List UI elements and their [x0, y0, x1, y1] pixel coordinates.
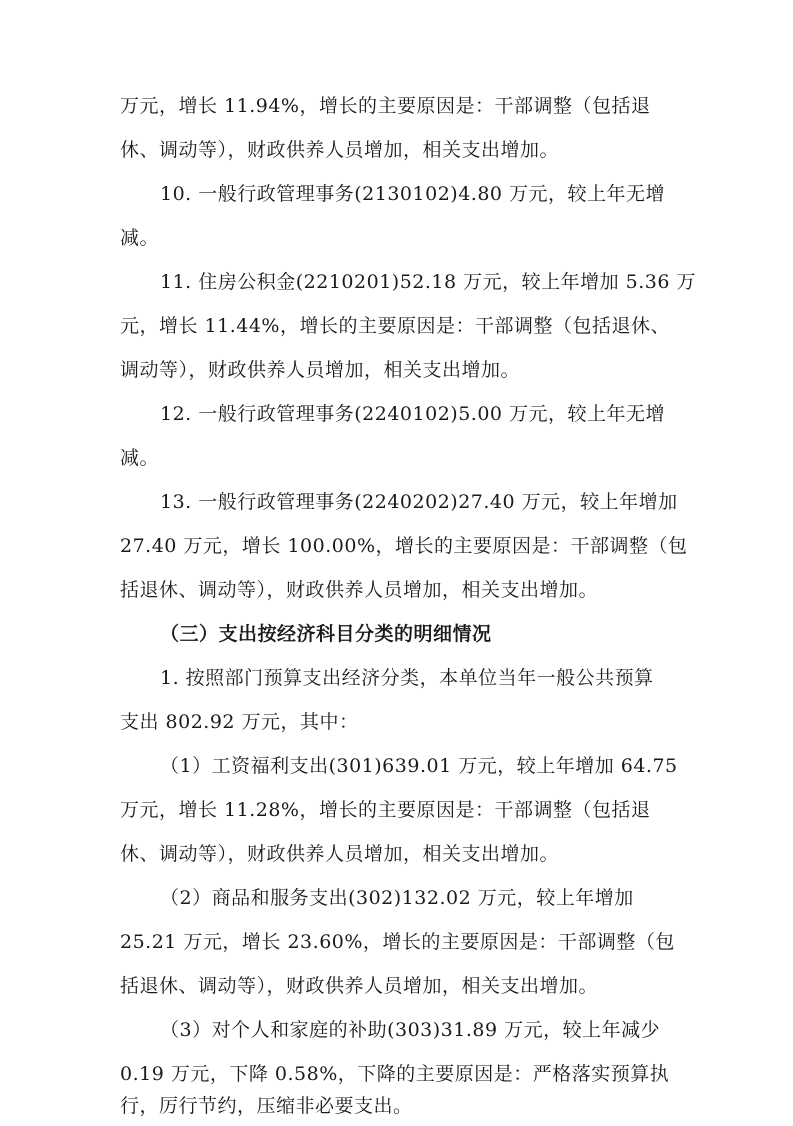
- text-line-5: 11. 住房公积金(2210201)52.18 万元，较上年增加 5.36 万: [160, 271, 697, 293]
- text-line-12: 括退休、调动等），财政供养人员增加，相关支出增加。: [120, 579, 599, 601]
- text-line-19: （2）商品和服务支出(302)132.02 万元，较上年增加: [160, 887, 634, 909]
- text-line-22: （3）对个人和家庭的补助(303)31.89 万元，较上年减少: [160, 1019, 661, 1041]
- text-line-16: （1）工资福利支出(301)639.01 万元，较上年增加 64.75: [160, 755, 678, 777]
- text-line-24: 行，厉行节约，压缩非必要支出。: [120, 1095, 413, 1117]
- text-line-20: 25.21 万元，增长 23.60%，增长的主要原因是：干部调整（包: [120, 931, 675, 953]
- text-line-1: 万元，增长 11.94%，增长的主要原因是：干部调整（包括退: [120, 95, 651, 117]
- text-line-14: 1. 按照部门预算支出经济分类，本单位当年一般公共预算: [160, 667, 654, 689]
- text-line-18: 休、调动等），财政供养人员增加，相关支出增加。: [120, 843, 560, 865]
- text-line-17: 万元，增长 11.28%，增长的主要原因是：干部调整（包括退: [120, 799, 651, 821]
- text-line-8: 12. 一般行政管理事务(2240102)5.00 万元，较上年无增: [160, 403, 666, 425]
- text-line-4: 减。: [120, 227, 160, 249]
- text-line-9: 减。: [120, 447, 160, 469]
- text-line-7: 调动等），财政供养人员增加，相关支出增加。: [120, 359, 521, 381]
- text-line-15: 支出 802.92 万元，其中：: [120, 711, 359, 733]
- text-line-2: 休、调动等），财政供养人员增加，相关支出增加。: [120, 139, 560, 161]
- text-line-6: 元，增长 11.44%，增长的主要原因是：干部调整（包括退休、: [120, 315, 670, 337]
- text-line-10: 13. 一般行政管理事务(2240202)27.40 万元，较上年增加: [160, 491, 678, 513]
- text-line-23: 0.19 万元，下降 0.58%，下降的主要原因是：严格落实预算执: [120, 1063, 670, 1085]
- text-line-21: 括退休、调动等），财政供养人员增加，相关支出增加。: [120, 975, 599, 997]
- text-line-11: 27.40 万元，增长 100.00%，增长的主要原因是：干部调整（包: [120, 535, 688, 557]
- text-line-3: 10. 一般行政管理事务(2130102)4.80 万元，较上年无增: [160, 183, 666, 205]
- section-heading: （三）支出按经济科目分类的明细情况: [160, 623, 492, 645]
